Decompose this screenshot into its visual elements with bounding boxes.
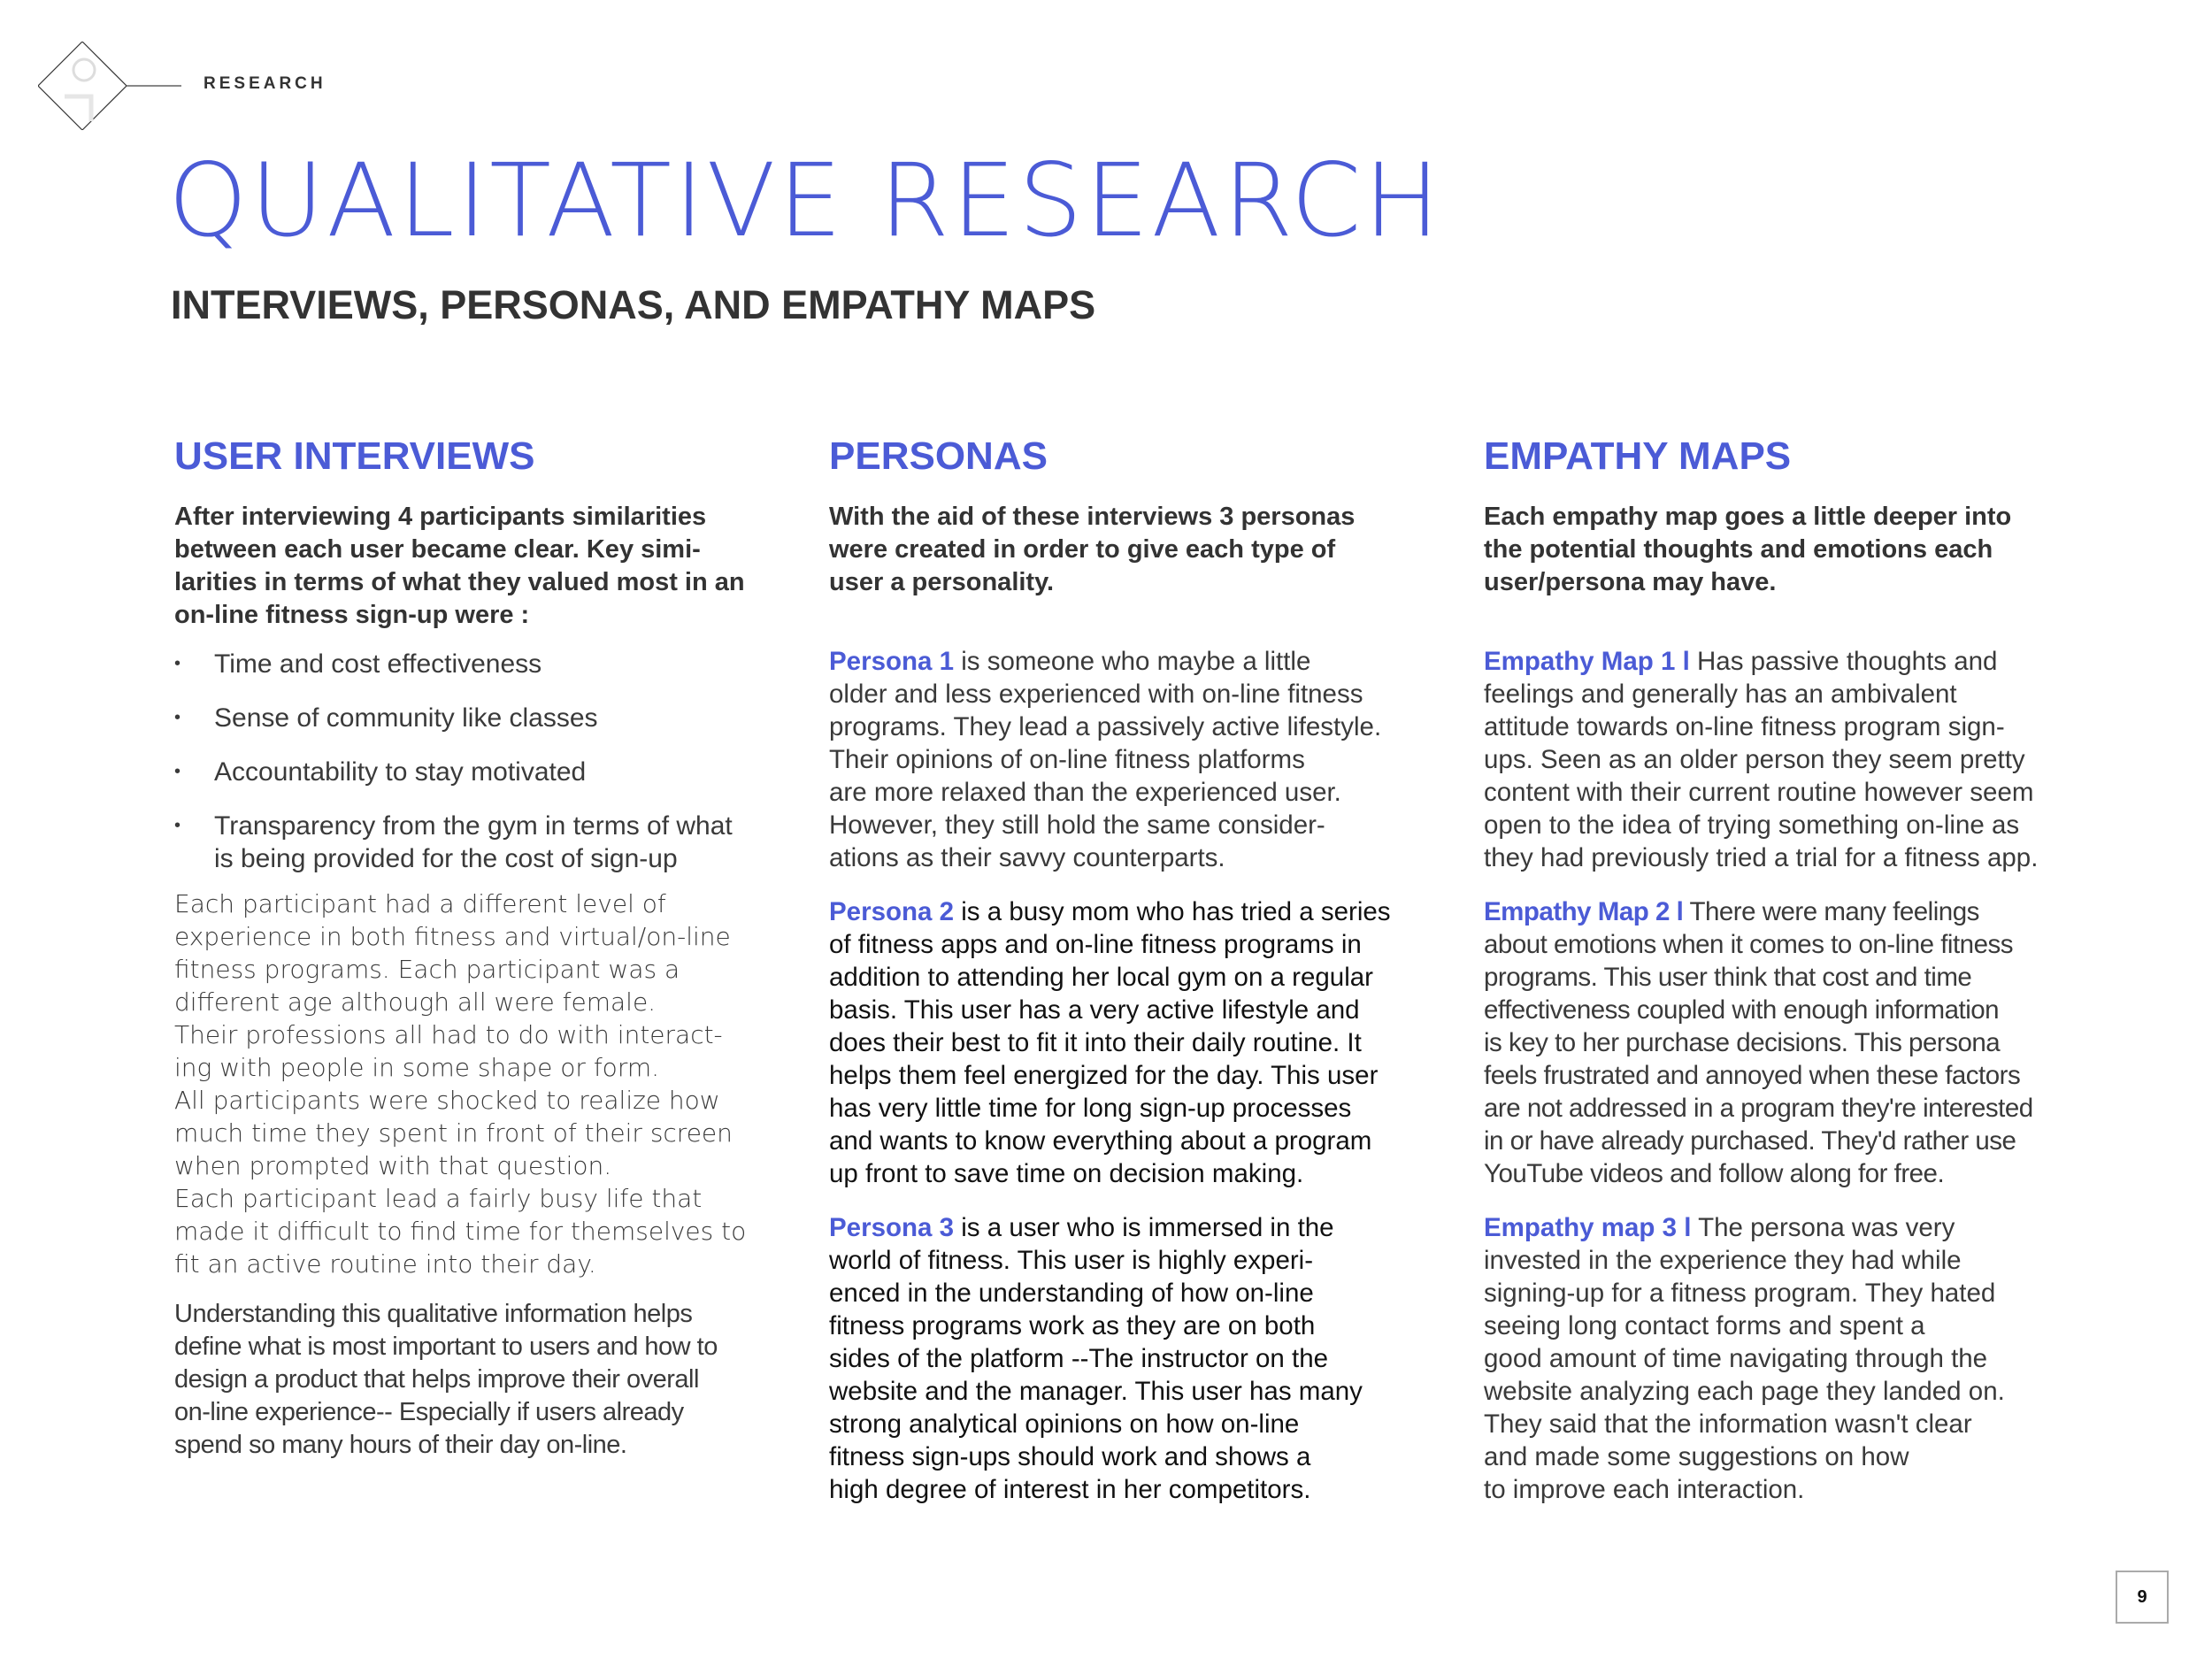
page-title: QUALITATIVE RESEARCH [168, 142, 1443, 259]
list-item: • Time and cost effectiveness [174, 648, 776, 680]
header-divider [127, 85, 181, 87]
paragraph: Understanding this qualitative information helps define what is most important to users and how to design a product that helps improve their overall on-line experience-- Especially if users already spend so many hours of their day on-line. [174, 1300, 718, 1459]
persona-1-paragraph [829, 645, 1431, 874]
persona-text: is someone who maybe a little older and less experienced with on-line fitness programs. They lead a passively active lifestyle. Their opinions of on-line fitness platforms are more relaxed than the experienced user. However, they still hold the same consider- ations as their savvy counterparts. [829, 647, 1382, 872]
list-item: • Accountability to stay motivated [174, 756, 776, 788]
empathy-text: There were many feelings about emotions when it comes to on-line fitness programs. This user think that cost and time effectiveness coupled with enough information is key to her purchase decisions. This persona feels frustrated and annoyed when these factors are not addressed in a program they're interested in or have already purchased. They'd rather use YouTube videos and follow along for free. [1484, 897, 2033, 1188]
empathy-maps-column [1484, 434, 2085, 1506]
values-list [174, 648, 776, 875]
persona-text: is a busy mom who has tried a series of fitness apps and on-line fitness programs in addition to attending her local gym on a regular basis. This user has a very active lifestyle and does their best to fit it into their daily routine. It helps them feel energized for the day. This user has very little time for long sign-up processes and wants to know everything about a program up front to save time on decision making. [829, 897, 1391, 1188]
column-intro: With the aid of these interviews 3 personas were created in order to give each type of user a personality. [829, 503, 1356, 596]
empathy-map-2-paragraph [1484, 895, 2085, 1190]
persona-3-paragraph [829, 1211, 1431, 1506]
empathy-text: Has passive thoughts and feelings and generally has an ambivalent attitude towards on-line fitness program sign- ups. Seen as an older person they seem pretty content with their current routine however seem open to the idea of trying something on-line as they had previously tried a trial for a fitness app. [1484, 647, 2039, 872]
list-item: • Transparency from the gym in terms of what is being provided for the cost of sign-up [174, 810, 776, 875]
persona-2-paragraph [829, 895, 1431, 1190]
paragraph: Each participant had a different level of experience in both fitness and virtual/on-line fitness programs. Each participant was a different age although all were female. Their professions all had to do with interact- ing with people in some shape or form. All participants were shocked to realize how much time they spent in front of their screen when prompted with that question. Each participant lead a fairly busy life that made it difficult to find time for themselves to fit an active routine into their day. [174, 889, 747, 1279]
column-heading: PERSONAS [829, 434, 1048, 478]
column-heading: EMPATHY MAPS [1484, 434, 1792, 478]
page-subtitle: INTERVIEWS, PERSONAS, AND EMPATHY MAPS [171, 282, 1096, 327]
page-number: 9 [2116, 1571, 2169, 1624]
persona-label: Persona 2 [829, 897, 955, 926]
empathy-label: Empathy Map 2 l [1484, 897, 1684, 926]
empathy-text: The persona was very invested in the experience they had while signing-up for a fitness program. They hated seeing long contact forms and spent a good amount of time navigating through the website analyzing each page they landed on. They said that the information wasn't clear and made some suggestions on how to improve each interaction. [1484, 1213, 2005, 1504]
persona-label: Persona 3 [829, 1213, 955, 1242]
personas-column [829, 434, 1431, 1506]
column-intro: Each empathy map goes a little deeper into the potential thoughts and emotions each user/persona may have. [1484, 503, 2012, 596]
persona-label: Persona 1 [829, 647, 955, 676]
user-interviews-column [174, 434, 776, 1462]
empathy-map-3-paragraph [1484, 1211, 2085, 1506]
diamond-logo-icon [38, 42, 127, 130]
empathy-label: Empathy Map 1 l [1484, 647, 1690, 676]
section-label: RESEARCH [204, 74, 326, 93]
empathy-map-1-paragraph [1484, 645, 2085, 874]
column-intro: After interviewing 4 participants similarities between each user became clear. Key simi- larities in terms of what they valued most in an on-line fitness sign-up were : [174, 503, 745, 629]
list-item: • Sense of community like classes [174, 702, 776, 734]
empathy-label: Empathy map 3 l [1484, 1213, 1692, 1242]
persona-text: is a user who is immersed in the world of fitness. This user is highly experi- enced in the understanding of how on-line fitness programs work as they are on both sides of the platform --The instructor on the website and the manager. This user has many strong analytical opinions on how on-line fitness sign-ups should work and shows a high degree of interest in her competitors. [829, 1213, 1363, 1504]
column-heading: USER INTERVIEWS [174, 434, 535, 478]
